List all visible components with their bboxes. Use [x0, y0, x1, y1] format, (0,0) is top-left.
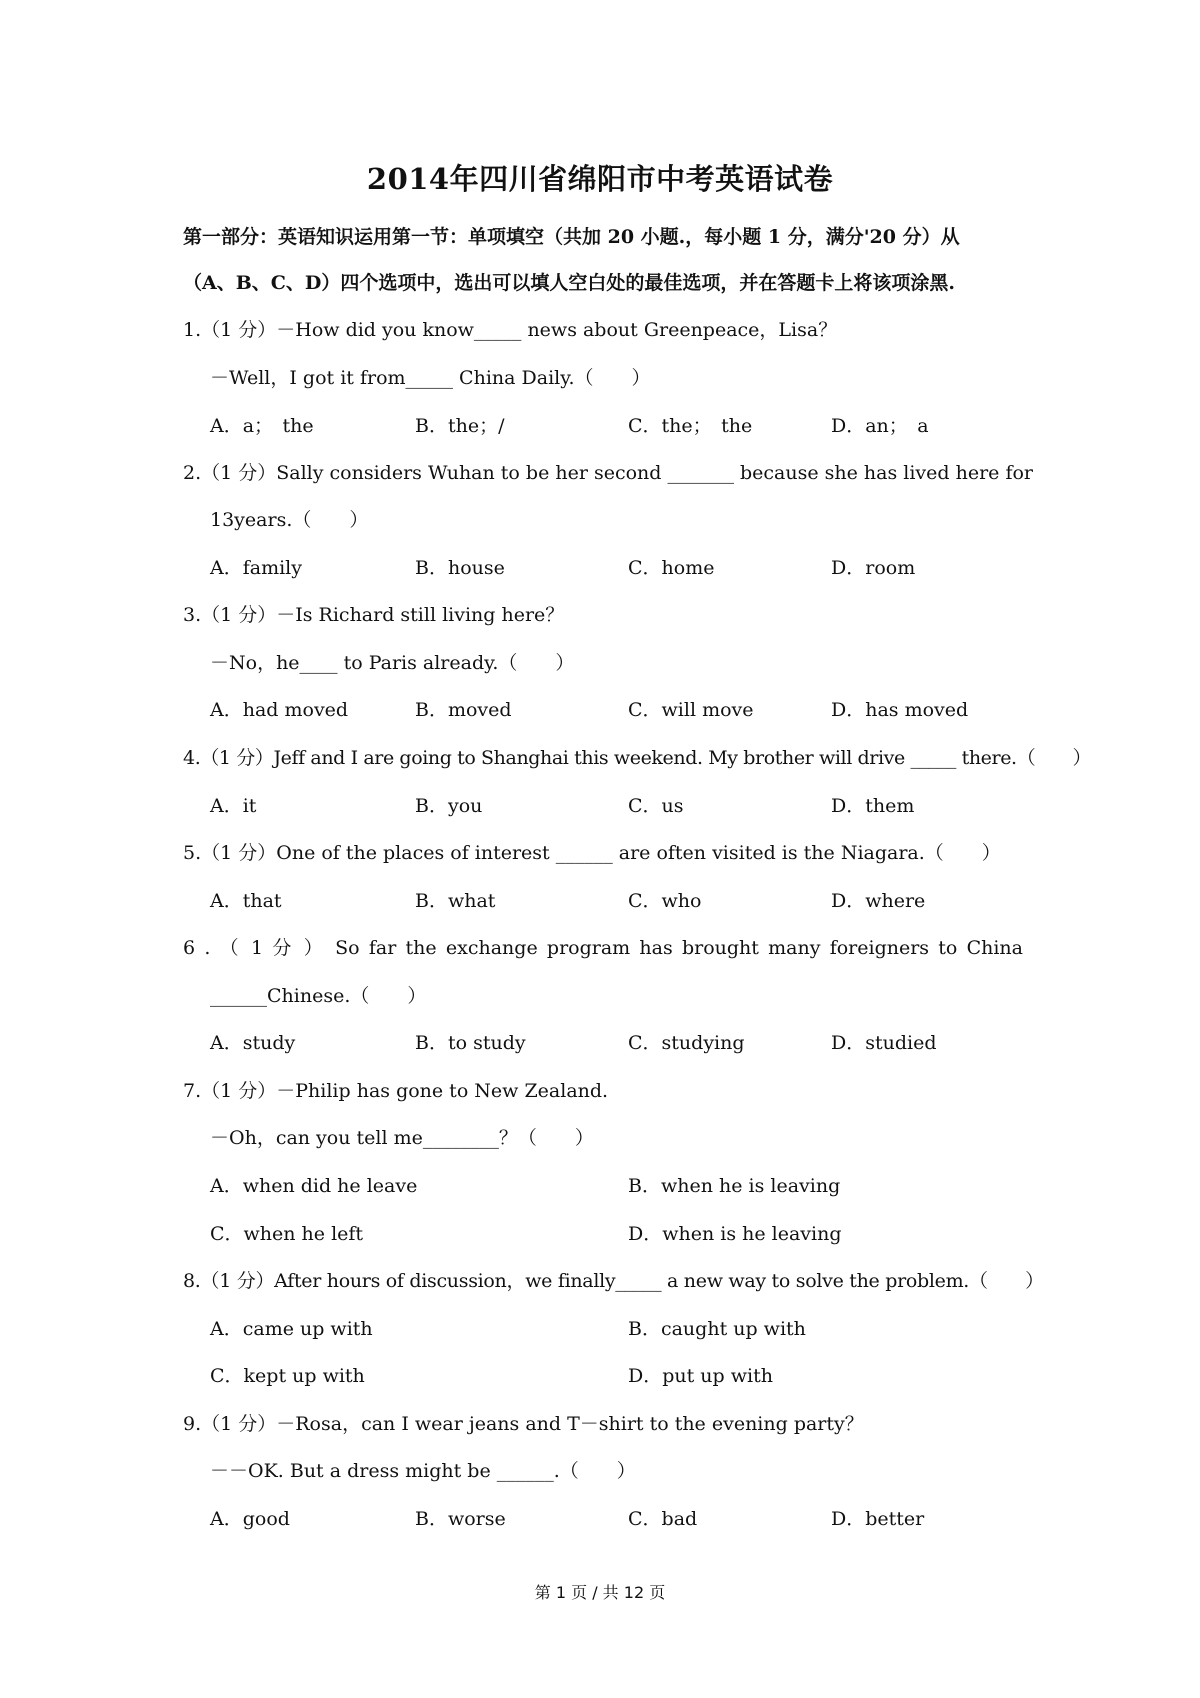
question-2-stem: 2.（1 分）Sally considers Wuhan to be her second _______ because she has lived here for — [183, 462, 1034, 484]
question-5-option-a: A．that — [210, 890, 282, 912]
section-instructions-line-2: （A、B、C、D）四个选项中，选出可以填人空白处的最佳选项，并在答题卡上将该项涂黑. — [183, 272, 956, 294]
question-7-stem-line-2: －Oh，can you tell me________？（ ） — [210, 1127, 594, 1149]
question-5-stem: 5.（1 分）One of the places of interest ______ are often visited is the Niagara.（ ） — [183, 842, 1001, 864]
question-2-option-c: C．home — [628, 557, 715, 579]
question-1-option-d: D．an； a — [831, 415, 929, 437]
question-9-option-d: D．better — [831, 1508, 925, 1530]
question-3-stem-line-2: －No，he____ to Paris already.（ ） — [210, 652, 575, 674]
question-9-option-b: B．worse — [415, 1508, 506, 1530]
exam-title: 2014年四川省绵阳市中考英语试卷 — [366, 162, 834, 196]
question-8-option-d: D．put up with — [628, 1365, 773, 1387]
question-2-stem-line-2: 13years.（ ） — [210, 509, 369, 531]
question-3-option-c: C．will move — [628, 699, 754, 721]
question-1-stem-line-2: －Well，I got it from_____ China Daily.（ ） — [210, 367, 651, 389]
question-6-option-b: B．to study — [415, 1032, 526, 1054]
question-5-option-b: B．what — [415, 890, 496, 912]
question-8-option-a: A．came up with — [210, 1318, 373, 1340]
question-3-option-a: A．had moved — [210, 699, 349, 721]
question-4-stem: 4.（1 分）Jeff and I are going to Shanghai this weekend. My brother will drive _____ there.（ ） — [183, 747, 1092, 769]
page-number-footer: 第 1 页 / 共 12 页 — [534, 1583, 666, 1602]
question-6-option-a: A．study — [210, 1032, 296, 1054]
question-3-option-d: D．has moved — [831, 699, 969, 721]
question-8-option-b: B．caught up with — [628, 1318, 806, 1340]
question-4-option-b: B．you — [415, 795, 483, 817]
question-1-option-c: C．the； the — [628, 415, 753, 437]
question-2-option-b: B．house — [415, 557, 505, 579]
question-1-stem: 1.（1 分）－How did you know_____ news about Greenpeace，Lisa？ — [183, 319, 838, 341]
question-3-option-b: B．moved — [415, 699, 512, 721]
question-4-option-a: A．it — [210, 795, 257, 817]
question-5-option-c: C．who — [628, 890, 702, 912]
question-2-option-a: A．family — [210, 557, 302, 579]
question-9-option-a: A．good — [210, 1508, 290, 1530]
question-6-option-c: C．studying — [628, 1032, 745, 1054]
section-instructions-line-1: 第一部分：英语知识运用第一节：单项填空（共加 20 小题.，每小题 1 分，满分'20 分）从 — [183, 226, 960, 248]
question-9-stem: 9.（1 分）－Rosa，can I wear jeans and T－shirt to the evening party？ — [183, 1413, 864, 1435]
question-9-option-c: C．bad — [628, 1508, 698, 1530]
question-7-stem: 7.（1 分）－Philip has gone to New Zealand. — [183, 1080, 609, 1102]
question-3-stem: 3.（1 分）－Is Richard still living here？ — [183, 604, 565, 626]
question-4-option-d: D．them — [831, 795, 915, 817]
question-6-option-d: D．studied — [831, 1032, 937, 1054]
question-9-stem-line-2: －－OK. But a dress might be ______.（ ） — [210, 1460, 636, 1482]
question-4-option-c: C．us — [628, 795, 684, 817]
question-7-option-d: D．when is he leaving — [628, 1223, 842, 1245]
question-6-stem-line-2: ______Chinese.（ ） — [210, 985, 427, 1007]
question-8-stem: 8.（1 分）After hours of discussion，we finally_____ a new way to solve the problem.（ ） — [183, 1270, 1044, 1292]
question-2-option-d: D．room — [831, 557, 916, 579]
question-7-option-b: B．when he is leaving — [628, 1175, 841, 1197]
question-8-option-c: C．kept up with — [210, 1365, 365, 1387]
question-6-stem: 6 . （ 1 分 ） So far the exchange program has brought many foreigners to China — [183, 937, 1023, 959]
question-1-option-b: B．the；/ — [415, 415, 505, 437]
question-7-option-a: A．when did he leave — [210, 1175, 418, 1197]
question-1-option-a: A．a； the — [210, 415, 314, 437]
question-5-option-d: D．where — [831, 890, 926, 912]
question-7-option-c: C．when he left — [210, 1223, 364, 1245]
